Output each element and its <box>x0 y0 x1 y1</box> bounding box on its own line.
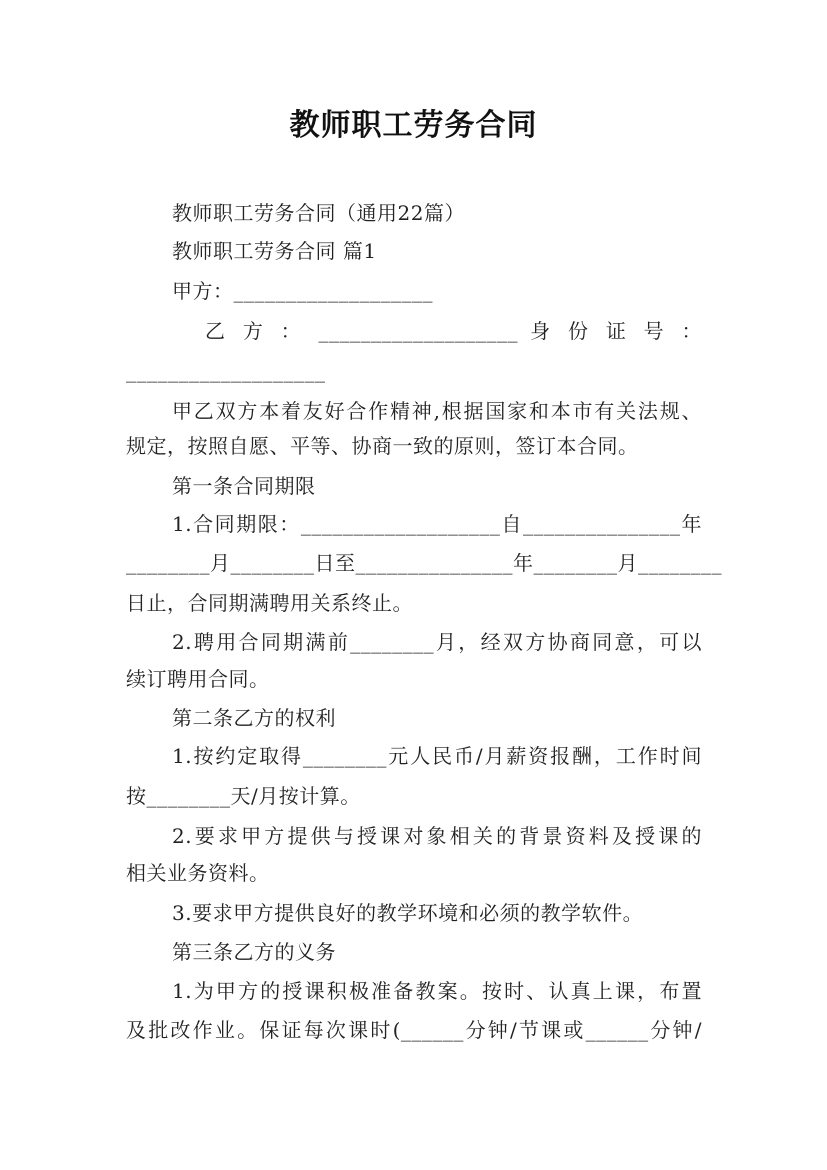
paragraph-line: ________月________日至_______________年________月________ <box>126 551 722 575</box>
page-title: 教师职工劳务合同 <box>289 108 538 143</box>
paragraph-line: 1.为甲方的授课积极准备教案。按时、认真上课，布置 <box>172 979 702 1003</box>
paragraph-line: 甲乙双方本着友好合作精神,根据国家和本市有关法规、 <box>172 399 702 423</box>
paragraph-line: 按________天/月按计算。 <box>126 784 361 808</box>
paragraph-line: 日止，合同期满聘用关系终止。 <box>126 591 413 615</box>
paragraph-line: 2.聘用合同期满前________月，经双方协商同意，可以 <box>172 630 702 654</box>
paragraph-line: 续订聘用合同。 <box>126 667 270 691</box>
paragraph-line: 1.合同期限：___________________自_______________年 <box>172 512 702 536</box>
paragraph-line: 2.要求甲方提供与授课对象相关的背景资料及授课的 <box>172 824 702 848</box>
section-heading: 第三条乙方的义务 <box>172 940 336 964</box>
paragraph-line: 及批改作业。保证每次课时(______分钟/节课或______分钟/ <box>126 1018 702 1042</box>
party-b-line: 乙 方 ： ___________________ 身 份 证 号 ： <box>205 319 702 343</box>
paragraph-line: 相关业务资料。 <box>126 861 270 885</box>
article-heading: 教师职工劳务合同 篇1 <box>172 239 377 263</box>
party-a-line: 甲方：___________________ <box>172 279 433 303</box>
paragraph-line: 3.要求甲方提供良好的教学环境和必须的教学软件。 <box>172 901 644 925</box>
paragraph-line: 1.按约定取得________元人民币/月薪资报酬，工作时间 <box>172 744 702 768</box>
section-heading: 第二条乙方的权利 <box>172 706 336 730</box>
paragraph-line: 规定，按照自愿、平等、协商一致的原则，签订本合同。 <box>126 434 639 458</box>
section-heading: 第一条合同期限 <box>172 474 316 498</box>
contract-subtitle: 教师职工劳务合同（通用22篇） <box>172 201 465 225</box>
id-number-blank: ___________________ <box>126 359 326 383</box>
